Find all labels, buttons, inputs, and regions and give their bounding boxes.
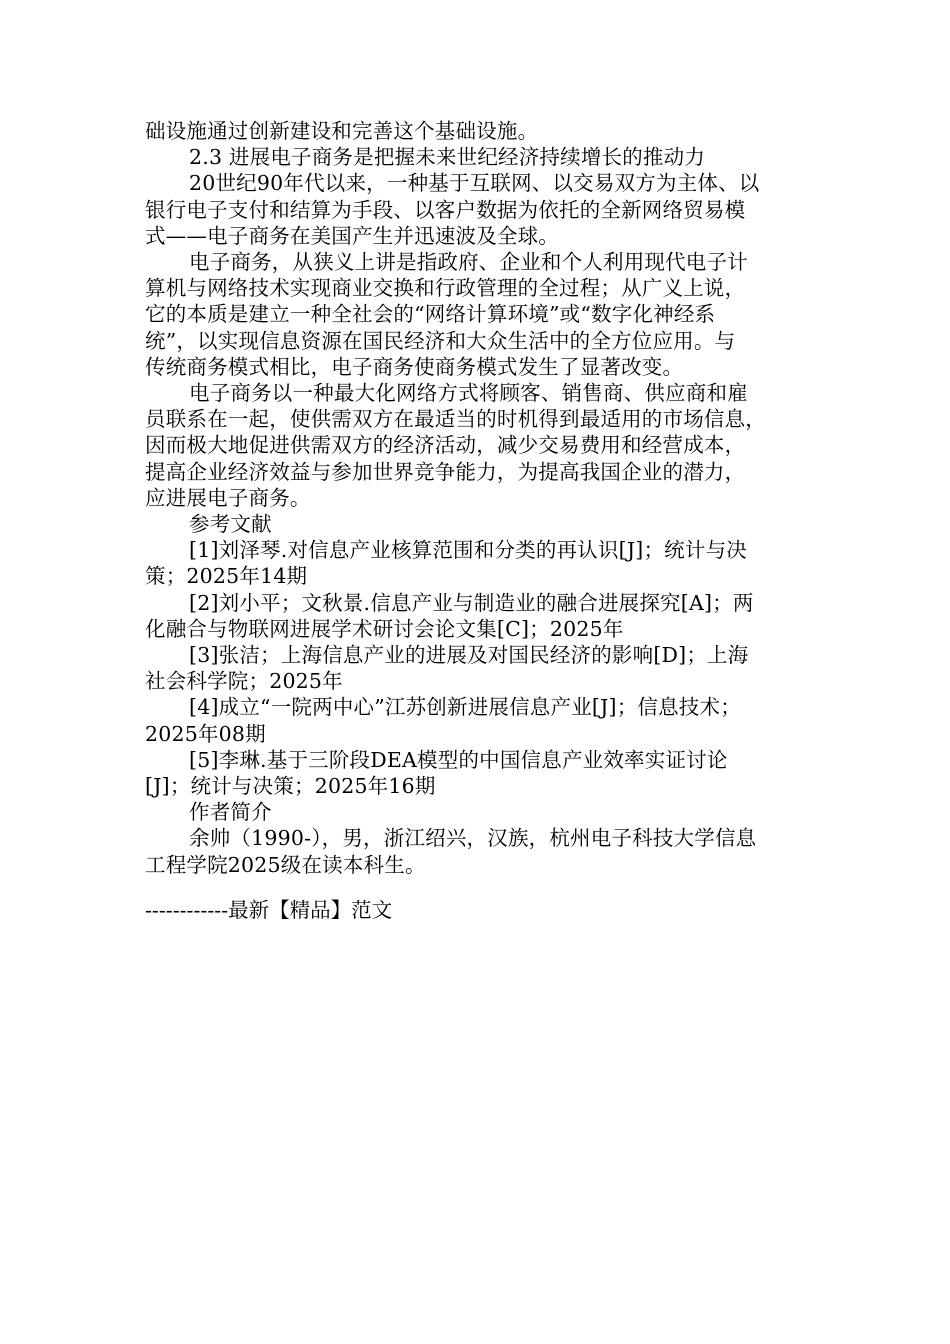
document-body (145, 118, 807, 878)
text-line: 统”，以实现信息资源在国民经济和大众生活中的全方位应用。与 (145, 328, 736, 353)
text-line: 2.3 进展电子商务是把握未来世纪经济持续增长的推动力 (189, 145, 706, 170)
text-line: [J]；统计与决策；2025年16期 (145, 774, 436, 799)
text-line: 算机与网络技术实现商业交换和行政管理的全过程；从广义上说， (145, 276, 746, 301)
text-line: [4]成立“一院两中心”江苏创新进展信息产业[J]；信息技术； (189, 695, 741, 720)
text-line: 社会科学院；2025年 (145, 669, 343, 694)
text-line: 参考文献 (189, 512, 272, 537)
text-line: 2025年08期 (145, 721, 266, 746)
text-line: 础设施通过创新建设和完善这个基础设施。 (145, 119, 539, 143)
text-line: 化融合与物联网进展学术研讨会论文集[C]；2025年 (145, 616, 624, 641)
text-line: 电子商务以一种最大化网络方式将顾客、销售商、供应商和雇 (189, 381, 748, 406)
text-line: 策；2025年14期 (145, 564, 308, 589)
text-line: 作者简介 (189, 800, 272, 825)
text-line: [1]刘泽琴.对信息产业核算范围和分类的再认识[J]；统计与决 (189, 538, 747, 563)
text-line: 工程学院2025级在读本科生。 (145, 852, 426, 877)
text-line: [2]刘小平；文秋景.信息产业与制造业的融合进展探究[A]；两 (189, 590, 754, 615)
text-line: 应进展电子商务。 (145, 485, 311, 510)
text-line: 式——电子商务在美国产生并迅速波及全球。 (145, 223, 559, 248)
text-line: 传统商务模式相比，电子商务使商务模式发生了显著改变。 (145, 354, 684, 379)
text-line: 余帅（1990-），男，浙江绍兴，汉族，杭州电子科技大学信息 (189, 826, 757, 851)
text-line: 因而极大地促进供需双方的经济活动，减少交易费用和经营成本， (145, 433, 746, 458)
footer-text: ------------最新【精品】范文 (145, 898, 393, 922)
text-line: 它的本质是建立一种全社会的“网络计算环境”或“数字化神经系 (145, 302, 716, 327)
text-line: [5]李琳.基于三阶段DEA模型的中国信息产业效率实证讨论 (189, 747, 728, 772)
text-line: 提高企业经济效益与参加世界竞争能力，为提高我国企业的潜力， (145, 459, 746, 484)
text-line: 银行电子支付和结算为手段、以客户数据为依托的全新网络贸易模 (145, 197, 746, 222)
text-line: 电子商务，从狭义上讲是指政府、企业和个人利用现代电子计 (189, 250, 748, 275)
text-line: 员联系在一起，使供需双方在最适当的时机得到最适用的市场信息， (145, 407, 766, 432)
text-line: [3]张洁；上海信息产业的进展及对国民经济的影响[D]；上海 (189, 643, 749, 668)
text-line: 20世纪90年代以来，一种基于互联网、以交易双方为主体、以 (189, 171, 760, 196)
